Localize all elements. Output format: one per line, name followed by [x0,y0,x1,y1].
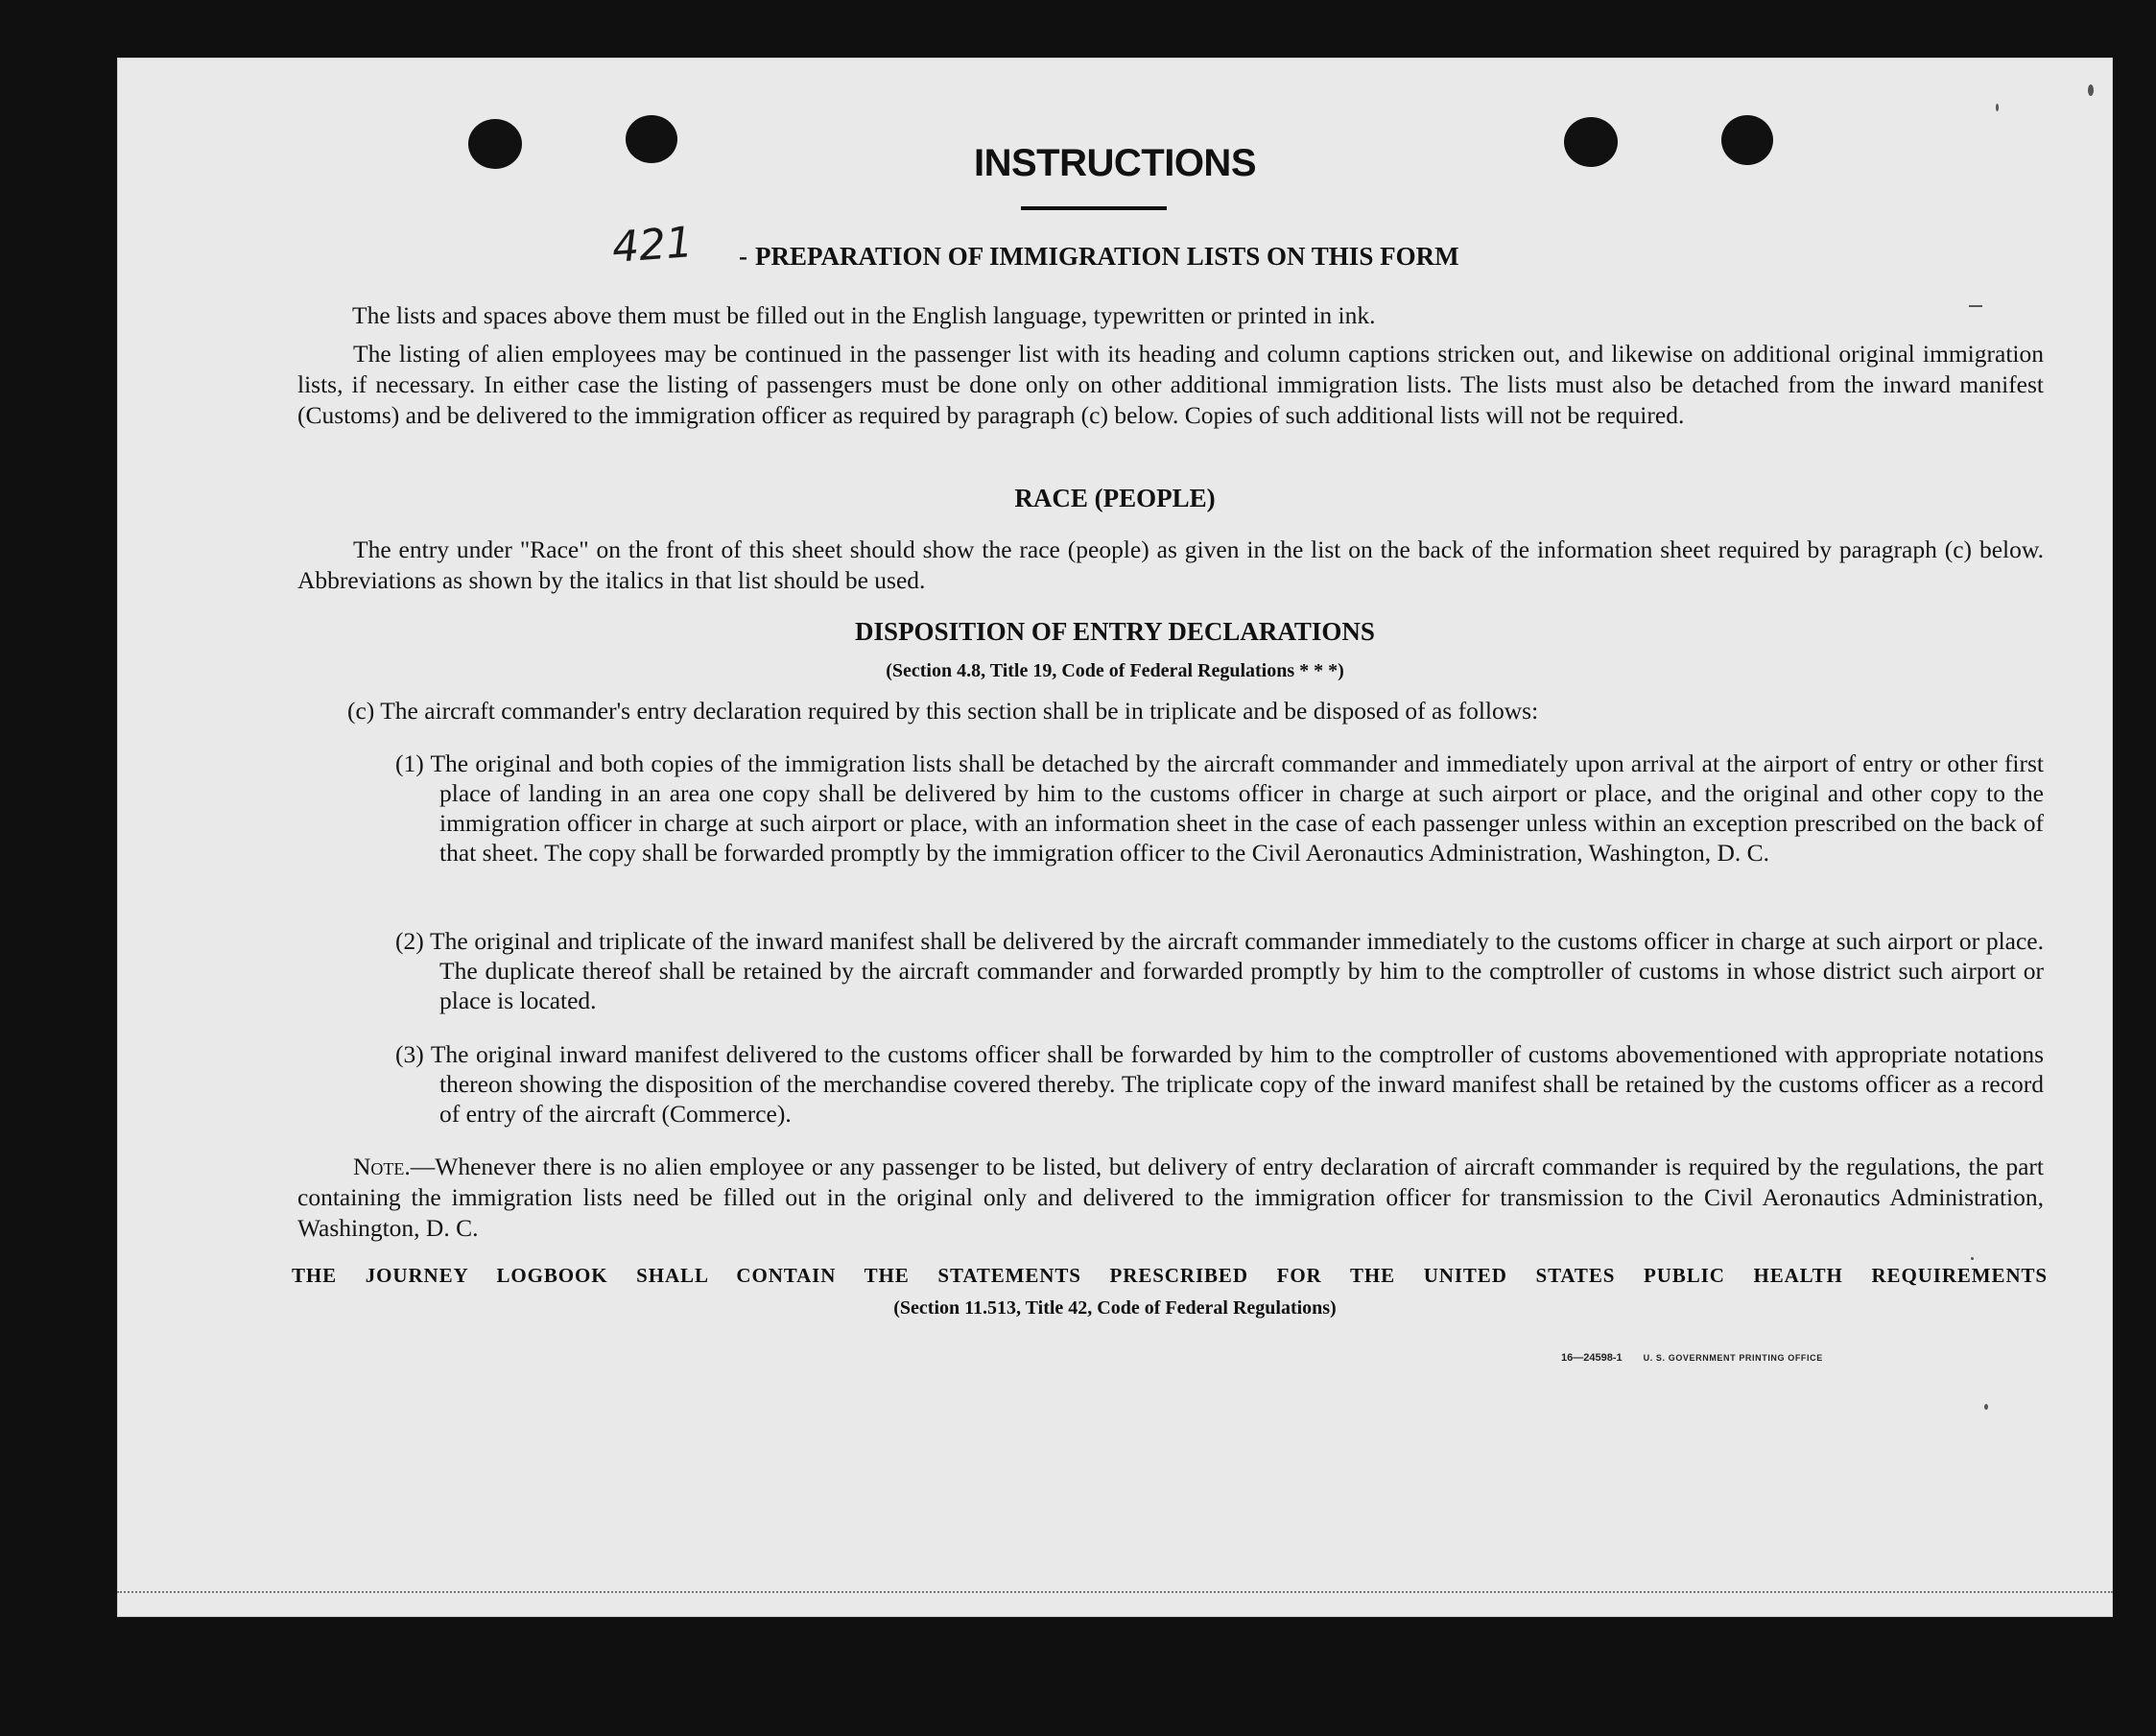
footer-citation: (Section 11.513, Title 42, Code of Federal Regulations) [893,1297,1337,1319]
form-print-code [1561,1352,1823,1364]
note-lead: Note. [353,1153,411,1180]
paragraph-alien-employees: The listing of alien employees may be continued in the passenger list with its heading and column captions stricken out, and likewise on additional original immigration lists, if necessary. In either case the listing of passengers must be done only on other additional immigration lists. The lists must also be detached from the inward manifest (Customs) and be delivered to the immigration officer as required by paragraph (c) below. Copies of such additional lists will not be required. [297,340,2044,429]
section-heading-disposition: DISPOSITION OF ENTRY DECLARATIONS [855,617,1375,646]
footer-statement: THE JOURNEY LOGBOOK SHALL CONTAIN THE STATEMENTS PRESCRIBED FOR THE UNITED STATES PUBLIC HEALTH REQUIREMENTS [292,1264,2048,1287]
document-sheet [117,58,2113,1617]
handwritten-note: 421 [610,218,695,273]
list-item: (1) The original and both copies of the immigration lists shall be detached by the aircraft commander and immediately upon arrival at the airport of entry or other first place of landing in an area one copy shall be delivered by him to the customs officer in charge at such airport or place, and the original and other copy to the immigration officer in charge at such airport or place, with an information sheet in the case of each passenger unless within an exception prescribed on the back of that sheet. The copy shall be forwarded promptly by the immigration officer to the Civil Aeronautics Administration, Washington, D. C. [395,749,2044,867]
section-heading-preparation: - PREPARATION OF IMMIGRATION LISTS ON THIS FORM [739,242,1459,271]
paragraph-language: The lists and spaces above them must be filled out in the English language, typewritten or printed in ink. [352,301,1376,329]
list-item: (2) The original and triplicate of the inward manifest shall be delivered by the aircraft commander immediately to the customs officer in charge at such airport or place. The duplicate thereof shall be retained by the aircraft commander and forwarded promptly by him to the comptroller of customs in whose district such airport or place is located. [395,927,2044,1014]
form-number: 16—24598-1 [1561,1352,1623,1364]
disposition-citation: (Section 4.8, Title 19, Code of Federal Regulations * * *) [886,660,1344,681]
section-heading-race: RACE (PEOPLE) [1014,484,1216,512]
note-text: —Whenever there is no alien employee or any passenger to be listed, but delivery of entry declaration of aircraft commander is required by the regulations, the part containing the immigration lists need be filled out in the original only and delivered to the immigration officer for transmission to the Civil Aeronautics Administration, Washington, D. C. [297,1153,2044,1242]
title-underline [1021,206,1167,210]
scan-speck [1996,104,1999,111]
scan-speck [2088,84,2094,96]
scan-speck [1971,1257,1974,1260]
paragraph-note [297,1152,2044,1244]
page-title: INSTRUCTIONS [974,142,1256,184]
paragraph-intro-c: (c) The aircraft commander's entry declaration required by this section shall be in triplicate and be disposed of as follows: [347,697,1539,725]
printer-imprint: U. S. GOVERNMENT PRINTING OFFICE [1643,1353,1823,1363]
paragraph-race: The entry under "Race" on the front of this sheet should show the race (people) as given in the list on the back of the information sheet required by paragraph (c) below. Abbreviations as shown by the italics in that list should be used. [297,535,2044,594]
sheet-bottom-edge [117,1591,2113,1596]
list-item: (3) The original inward manifest delivered to the customs officer shall be forwarded by him to the comptroller of customs abovementioned with appropriate notations thereon showing the disposition of the merchandise covered thereby. The triplicate copy of the inward manifest shall be retained by the customs officer as a record of entry of the aircraft (Commerce). [395,1040,2044,1128]
scan-speck [1984,1404,1988,1410]
